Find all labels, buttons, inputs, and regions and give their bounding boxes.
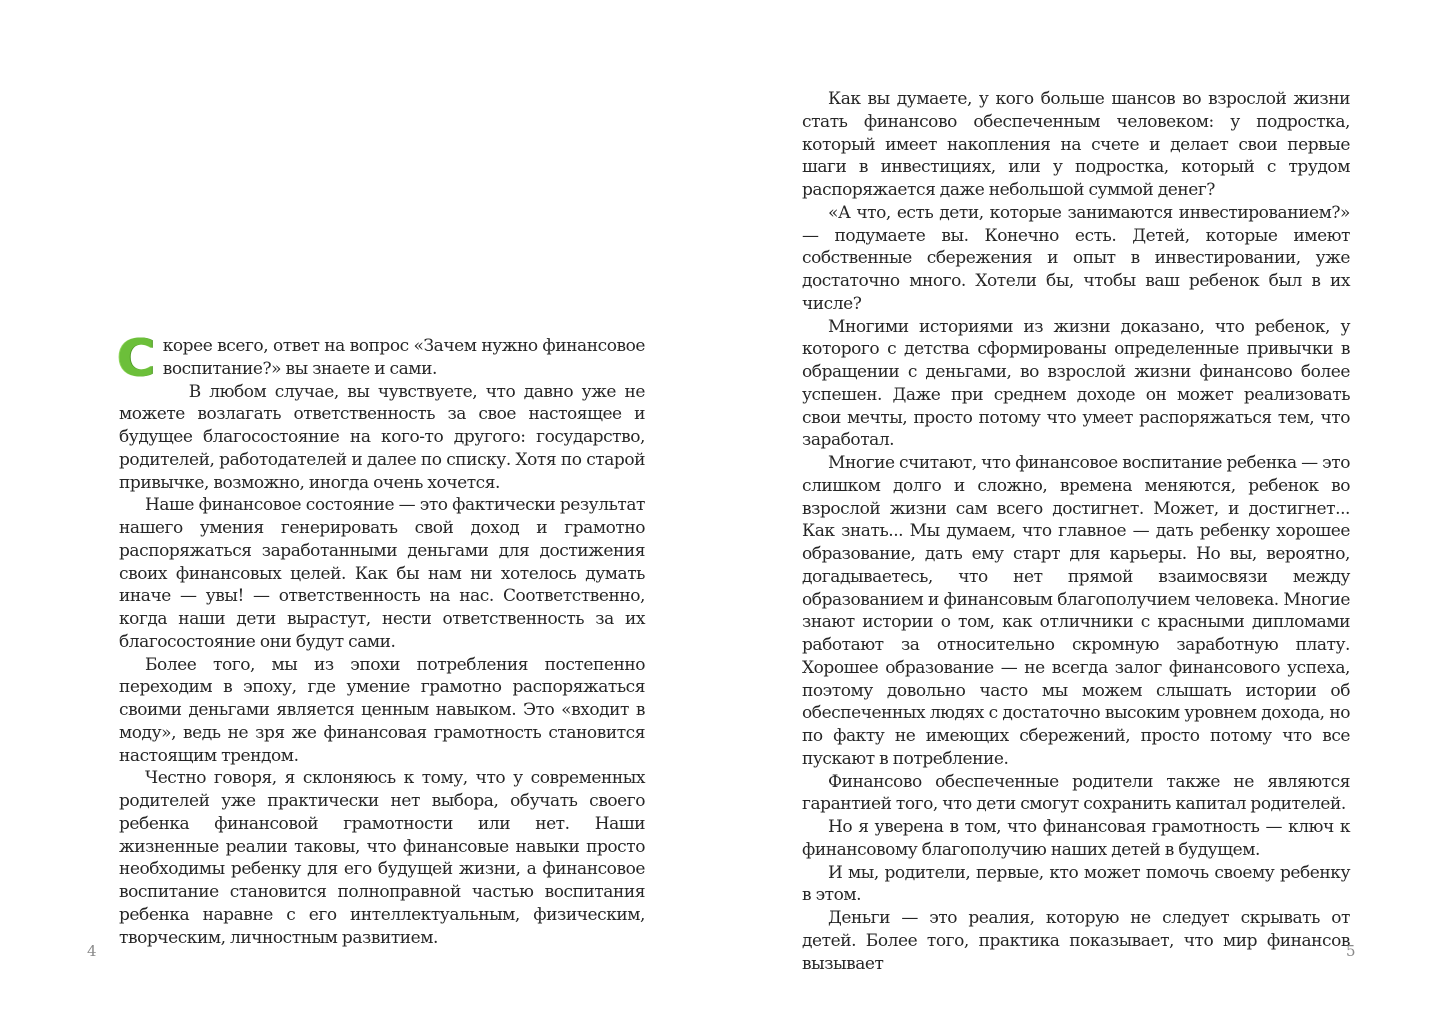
paragraph: Финансово обеспеченные родители также не являются гарантией того, что дети смогут сохранить капитал родителей. — [802, 771, 1350, 815]
paragraph: Честно говоря, я склоняюсь к тому, что у современных родителей уже практически нет выбора, обучать своего ребенка финансовой грамотности или нет. Наши жизненные реалии таковы, что финансовые навыки просто необходимы ребенку для его будущей жизни, а финансовое воспитание становится полноправной частью воспитания ребенка наравне с его интеллектуальным, физическим, творческим, личностным развитием. — [119, 768, 645, 948]
right-page-text — [802, 88, 1350, 975]
paragraph: Многими историями из жизни доказано, что ребенок, у которого с детства сформированы определенные привычки в обращении с деньгами, во взрослой жизни финансово более успешен. Даже при среднем доходе он может реализовать свои мечты, просто потому что умеет распоряжаться тем, что заработал. — [802, 316, 1350, 451]
paragraph: Более того, мы из эпохи потребления постепенно переходим в эпоху, где умение грамотно распоряжаться своими деньгами является ценным навыком. Это «входит в моду», ведь не зря же финансовая грамотность становится настоящим трендом. — [119, 654, 645, 766]
paragraph: Многие считают, что финансовое воспитание ребенка — это слишком долго и сложно, времена меняются, ребенок во взрослой жизни сам всего достигнет. Может, и достигнет... Как знать... Мы думаем, что главное — дать ребенку хорошее образование, дать ему старт для карьеры. Но вы, вероятно, догадываетесь, что нет прямой взаимосвязи между образованием и финансовым благополучием человека. Многие знают истории о том, как отличники с красными дипломами работают за относительно скромную заработную плату. Хорошее образование — не всегда залог финансового успеха, поэтому довольно часто мы можем слышать истории об обеспеченных людях с достаточно высоким уровнем дохода, но по факту не имеющих сбережений, просто потому что все пускают в потребление. — [802, 453, 1350, 769]
paragraph: Деньги — это реалия, которую не следует скрывать от детей. Более того, практика показывает, что мир финансов вызывает — [802, 908, 1350, 974]
left-page — [0, 0, 722, 1033]
paragraph: Но я уверена в том, что финансовая грамотность — ключ к финансовому благополучию наших детей в будущем. — [802, 817, 1350, 860]
paragraph-text: корее всего, ответ на вопрос «Зачем нужно финансовое воспитание?» вы знаете и сами. — [162, 336, 645, 379]
paragraph: Как вы думаете, у кого больше шансов во взрослой жизни стать финансово обеспеченным человеком: у подростка, который имеет накопления на счете и делает свои первые шаги в инвестициях, или у подростка, который с трудом распоряжается даже небольшой суммой денег? — [802, 89, 1350, 200]
page-number: 4 — [87, 942, 97, 960]
right-page — [723, 0, 1445, 1033]
paragraph: «А что, есть дети, которые занимаются инвестированием?» — подумаете вы. Конечно есть. Детей, которые имеют собственные сбережения и опыт в инвестировании, уже достаточно много. Хотели бы, чтобы ваш ребенок был в их числе? — [802, 202, 1350, 314]
paragraph: И мы, родители, первые, кто может помочь своему ребенку в этом. — [802, 862, 1350, 906]
drop-cap: С — [117, 329, 155, 389]
paragraph: В любом случае, вы чувствуете, что давно уже не можете возлагать ответственность за свое настоящее и будущее благосостояние на кого-то другого: государство, родителей, работодателей и далее по списку. Хотя по старой привычке, возможно, иногда очень хочется. — [119, 381, 645, 493]
paragraph — [117, 329, 645, 389]
paragraph: Наше финансовое состояние — это фактически результат нашего умения генерировать свой доход и грамотно распоряжаться заработанными деньгами для достижения своих финансовых целей. Как бы нам ни хотелось думать иначе — увы! — ответственность на нас. Соответственно, когда наши дети вырастут, нести ответственность за их благосостояние они будут сами. — [119, 495, 645, 652]
page-number: 5 — [1346, 942, 1356, 960]
left-page-text — [117, 329, 645, 949]
